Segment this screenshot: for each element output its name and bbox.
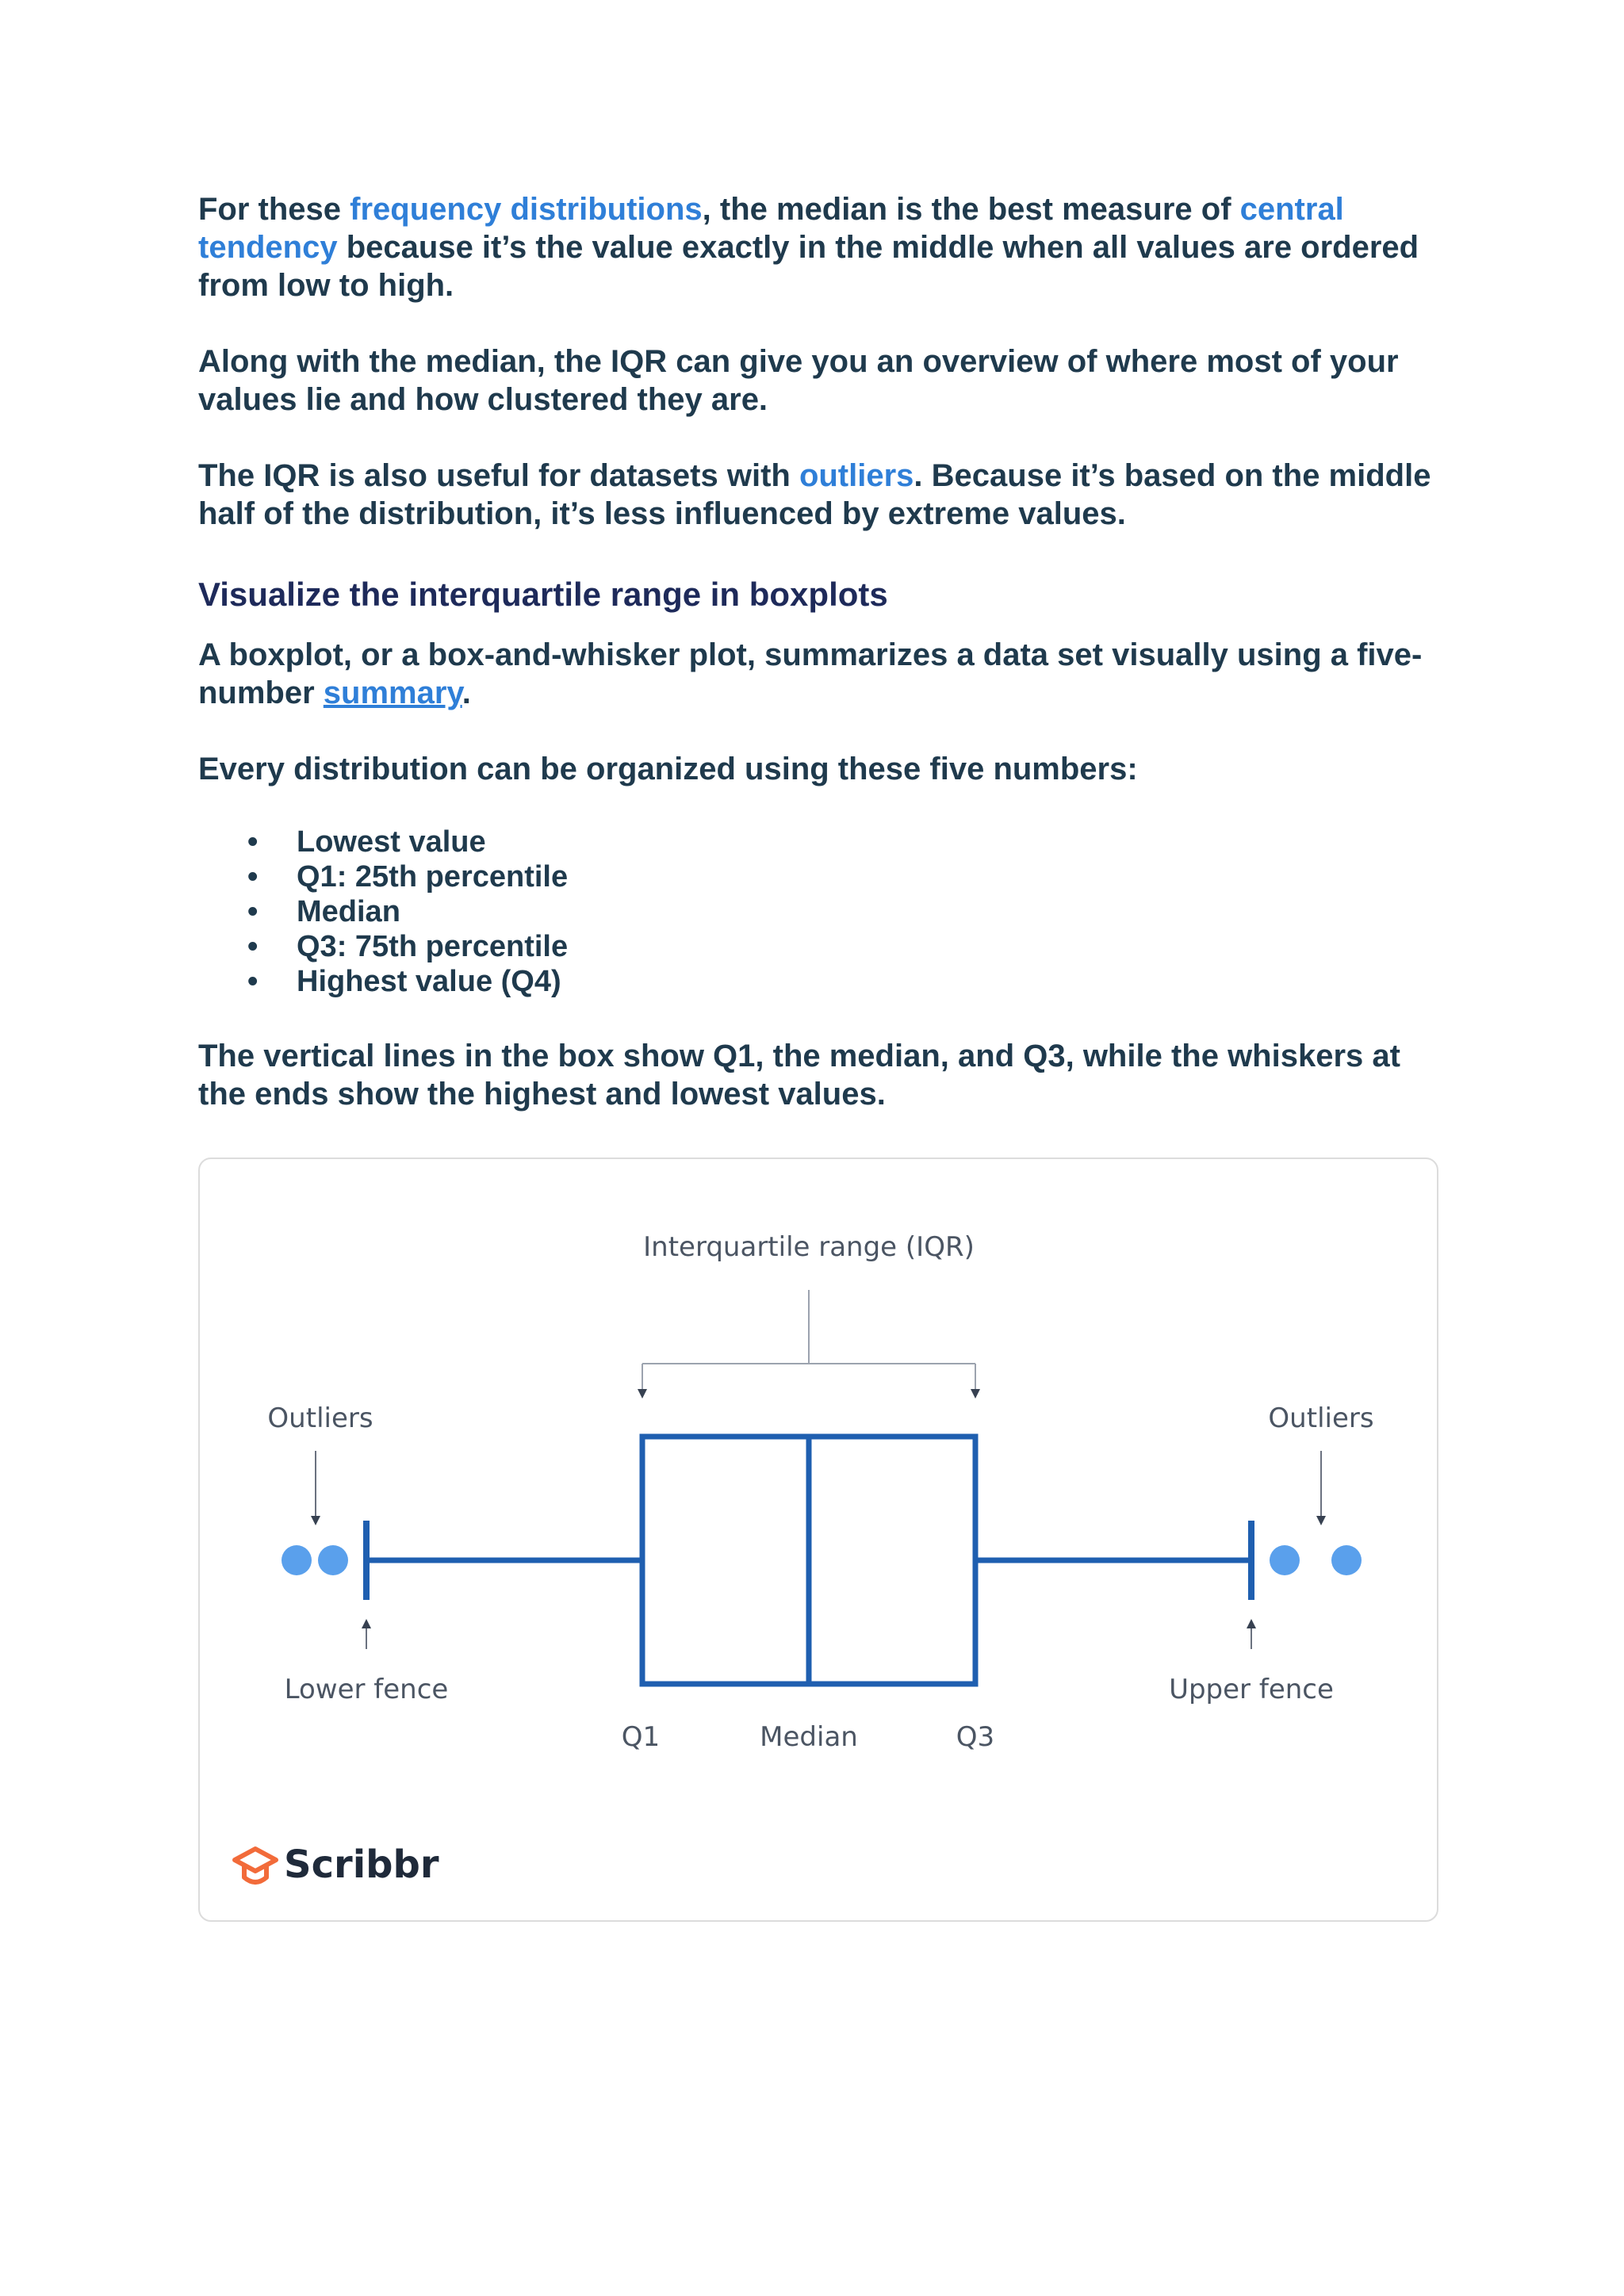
scribbr-logo [235,1843,439,1887]
list-item: • Median [247,895,400,928]
bullet-icon: • [247,930,259,963]
paragraph-outliers: The IQR is also useful for datasets with outliers. Because it’s based on the middle half of the distribution, it’s less influenced by extreme values. [198,458,1431,531]
outliers-right-label: Outliers [1268,1402,1374,1434]
bullet-icon: • [247,895,259,928]
boxplot-figure [198,1158,1438,1922]
list-item: • Highest value (Q4) [247,965,561,998]
outlier-dot [1331,1545,1362,1575]
arrow-up-icon [1247,1619,1256,1628]
link-central-tendency[interactable]: central tendency [198,192,1344,265]
arrow-down-icon [638,1389,647,1399]
arrow-down-icon [971,1389,980,1399]
upper-fence-label: Upper fence [1169,1674,1334,1705]
five-number-list [198,825,568,999]
paragraph-five-numbers: Every distribution can be organized using these five numbers: [198,752,1138,786]
outlier-dot [1270,1545,1300,1575]
list-item: • Q3: 75th percentile [247,930,569,963]
boxplot-diagram [200,1159,1437,1920]
link-frequency-distributions[interactable]: frequency distributions [350,192,703,227]
outlier-dot [282,1545,312,1575]
paragraph-boxplot: A boxplot, or a box-and-whisker plot, summarizes a data set visually using a five-number summary. [198,637,1423,710]
logo-text: Scribbr [284,1843,439,1887]
outliers-left-label: Outliers [267,1402,373,1434]
bullet-icon: • [247,860,259,894]
paragraph-frequency: For these frequency distributions, the median is the best measure of central tendency because it’s the value exactly in the middle when all values are ordered from low to high. [198,192,1419,303]
link-outliers[interactable]: outliers [799,458,914,493]
arrow-down-icon [1316,1516,1326,1525]
outlier-dot [318,1545,348,1575]
iqr-label: Interquartile range (IQR) [643,1231,975,1263]
q3-label: Q3 [956,1721,995,1753]
graduation-cap-icon [235,1849,276,1871]
paragraph-vertical-lines: The vertical lines in the box show Q1, the median, and Q3, while the whiskers at the ends show the highest and lowest values. [198,1039,1400,1112]
arrow-up-icon [362,1619,371,1628]
bullet-icon: • [247,965,259,998]
arrow-down-icon [311,1516,320,1525]
link-summary[interactable]: summary [323,675,462,710]
q1-label: Q1 [621,1721,661,1753]
lower-fence-label: Lower fence [284,1674,449,1705]
section-heading: Visualize the interquartile range in boxplots [198,576,888,613]
paragraph-iqr-overview: Along with the median, the IQR can give you an overview of where most of your values lie and how clustered they are. [198,344,1399,417]
bullet-icon: • [247,825,259,859]
list-item: • Q1: 25th percentile [247,860,569,894]
list-item: • Lowest value [247,825,486,859]
median-label: Median [760,1721,858,1753]
